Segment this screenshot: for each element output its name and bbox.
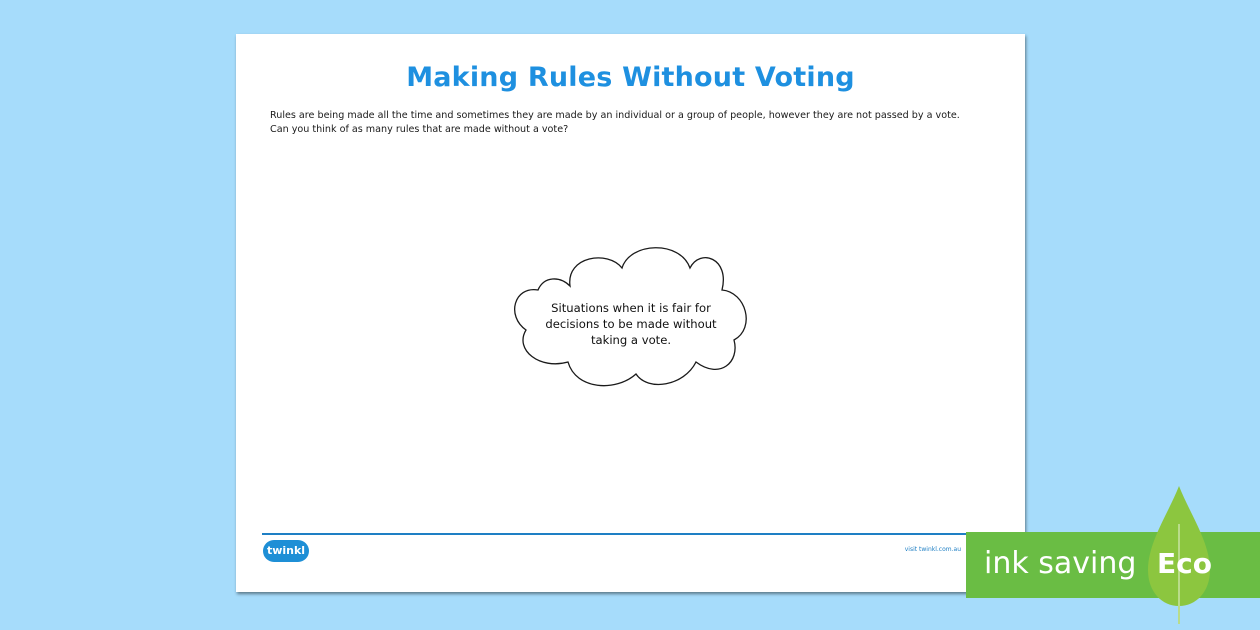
cloud-text: Situations when it is fair for decisions to be made without taking a vote. (545, 301, 717, 347)
eco-label: Eco (1157, 547, 1212, 580)
intro-text (270, 109, 1010, 136)
twinkl-logo: twinkl (263, 540, 309, 562)
thought-cloud (510, 236, 752, 388)
visit-link[interactable]: visit twinkl.com.au (904, 546, 961, 553)
ink-saving-label: ink saving (984, 546, 1137, 581)
footer-divider (262, 533, 997, 535)
page-title: Making Rules Without Voting (406, 62, 855, 93)
ink-saving-eco-badge (966, 484, 1260, 630)
intro-line-2: Can you think of as many rules that are made without a vote? (270, 123, 569, 135)
worksheet-page (236, 34, 1025, 592)
intro-line-1: Rules are being made all the time and sometimes they are made by an individual or a group of people, however they are not passed by a vote. (270, 110, 960, 121)
